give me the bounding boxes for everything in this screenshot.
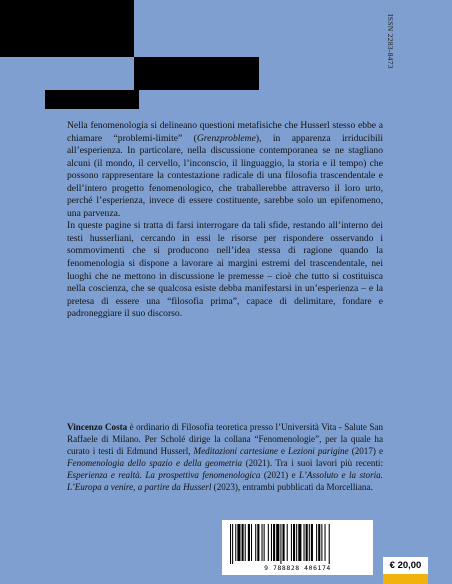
decorative-black-block xyxy=(134,57,259,90)
barcode-bar xyxy=(257,524,259,561)
bio-title: Esperienza e realtà. La prospettiva fenomenologica xyxy=(67,470,261,481)
issn-label: ISSN 2283-8473 xyxy=(386,14,395,69)
barcode-bar xyxy=(237,524,240,561)
blurb-text: Nella fenomenologia si delineano questioni metafisiche che Husserl stesso ebbe a chiamare “problemi-limite” ( xyxy=(67,120,383,144)
barcode-bar xyxy=(251,524,252,561)
barcode-bar xyxy=(268,524,269,561)
price-tag xyxy=(383,557,428,574)
barcode-bar xyxy=(235,524,236,561)
barcode-bar xyxy=(271,524,272,561)
barcode-bar xyxy=(311,524,313,561)
author-name: Vincenzo Costa xyxy=(67,422,128,432)
barcode-bar xyxy=(230,524,231,564)
barcode-bar xyxy=(287,524,288,561)
bio-text: (2021). Tra i suoi lavori più recenti: xyxy=(242,458,383,469)
decorative-black-block xyxy=(134,90,139,109)
barcode-bar xyxy=(264,524,265,561)
barcode-bar xyxy=(242,524,244,561)
decorative-black-block xyxy=(0,0,134,57)
barcode-bar xyxy=(293,524,295,561)
decorative-black-block xyxy=(45,90,134,109)
blurb-paragraph-1 xyxy=(67,120,383,220)
barcode-bar xyxy=(318,524,320,561)
price-label: € 20,00 xyxy=(389,560,422,571)
barcode-bar xyxy=(306,524,308,561)
book-blurb xyxy=(67,120,383,321)
barcode-bar xyxy=(296,524,297,561)
bio-text: (2023), entrambi pubblicati da Morcelliana. xyxy=(211,482,373,493)
bio-text: è ordinario di Filosofia teoretica presso l’Università Vita - Salute San Raffaele di Milano. Per Scholé dirige la collana “Fenomenologie”, per la quale ha curato i testi di Edmund Husserl, xyxy=(67,422,383,457)
barcode-bar xyxy=(321,524,322,561)
barcode-bar xyxy=(291,524,292,561)
bio-title: Fenomenologia dello spazio e della geometria xyxy=(67,458,243,469)
barcode-bars xyxy=(228,524,367,564)
barcode-bar xyxy=(298,524,301,561)
barcode xyxy=(222,520,373,575)
bio-text: (2017) e xyxy=(348,446,383,457)
barcode-bar xyxy=(255,524,256,561)
author-bio xyxy=(67,421,383,494)
barcode-bar xyxy=(232,524,233,564)
blurb-italic-term: Grenzprobleme xyxy=(196,132,256,144)
barcode-bar xyxy=(276,524,279,561)
bio-title: L’Assoluto e la storia. L’Europa a venire, a partire da Husserl xyxy=(67,470,383,493)
barcode-bar xyxy=(273,524,275,561)
barcode-bar xyxy=(248,524,250,561)
barcode-bar xyxy=(280,524,281,564)
bio-text: e xyxy=(277,446,289,457)
bio-title: Meditazioni cartesiane xyxy=(193,446,278,457)
barcode-bar xyxy=(309,524,310,561)
barcode-number: 9 788828 406174 xyxy=(264,564,331,572)
bio-title: Lezioni parigine xyxy=(288,446,349,457)
barcode-bar xyxy=(329,524,330,564)
blurb-paragraph-2: In queste pagine si tratta di farsi interrogare da tali sfide, restando all’interno dei testi husserliani, cercando in essi le risorse per rispondere osservando i sommovimenti che si producono nell’idea stessa di ragione quando la fenomenologia si dispone a lavorare ai margini estremi del trascendentale, nei luoghi che ne mettono in discussione le premesse – cioè che tutto si costituisca nella coscienza, che se qualcosa esiste debba manifestarsi in un’esperienza – e la pretesa di essere una “filosofia prima”, capace di delimitare, fondare e padroneggiare il suo discorso. xyxy=(67,220,383,320)
accent-bar xyxy=(383,574,428,584)
barcode-bar xyxy=(245,524,246,561)
barcode-bar xyxy=(262,524,263,561)
blurb-text: ), in apparenza irriducibili all’esperienza. In particolare, nella discussione contemporanea se ne stagliano alcuni (il mondo, il cervello, l’inconscio, il linguaggio, la storia e il tempo) che possono rappresentare la contestazione radicale di una filosofia trascendentale e dell’intero progetto fenomenologico, che traballerebbe attraverso il loro urto, perché l’esperienza, invece di essere costituente, sarebbe solo un epifenomeno, una parvenza. xyxy=(67,132,383,219)
barcode-bar xyxy=(325,524,326,561)
bio-text: (2021) e xyxy=(260,470,300,481)
barcode-bar xyxy=(283,524,285,561)
barcode-bar xyxy=(316,524,317,561)
barcode-bar xyxy=(304,524,305,561)
